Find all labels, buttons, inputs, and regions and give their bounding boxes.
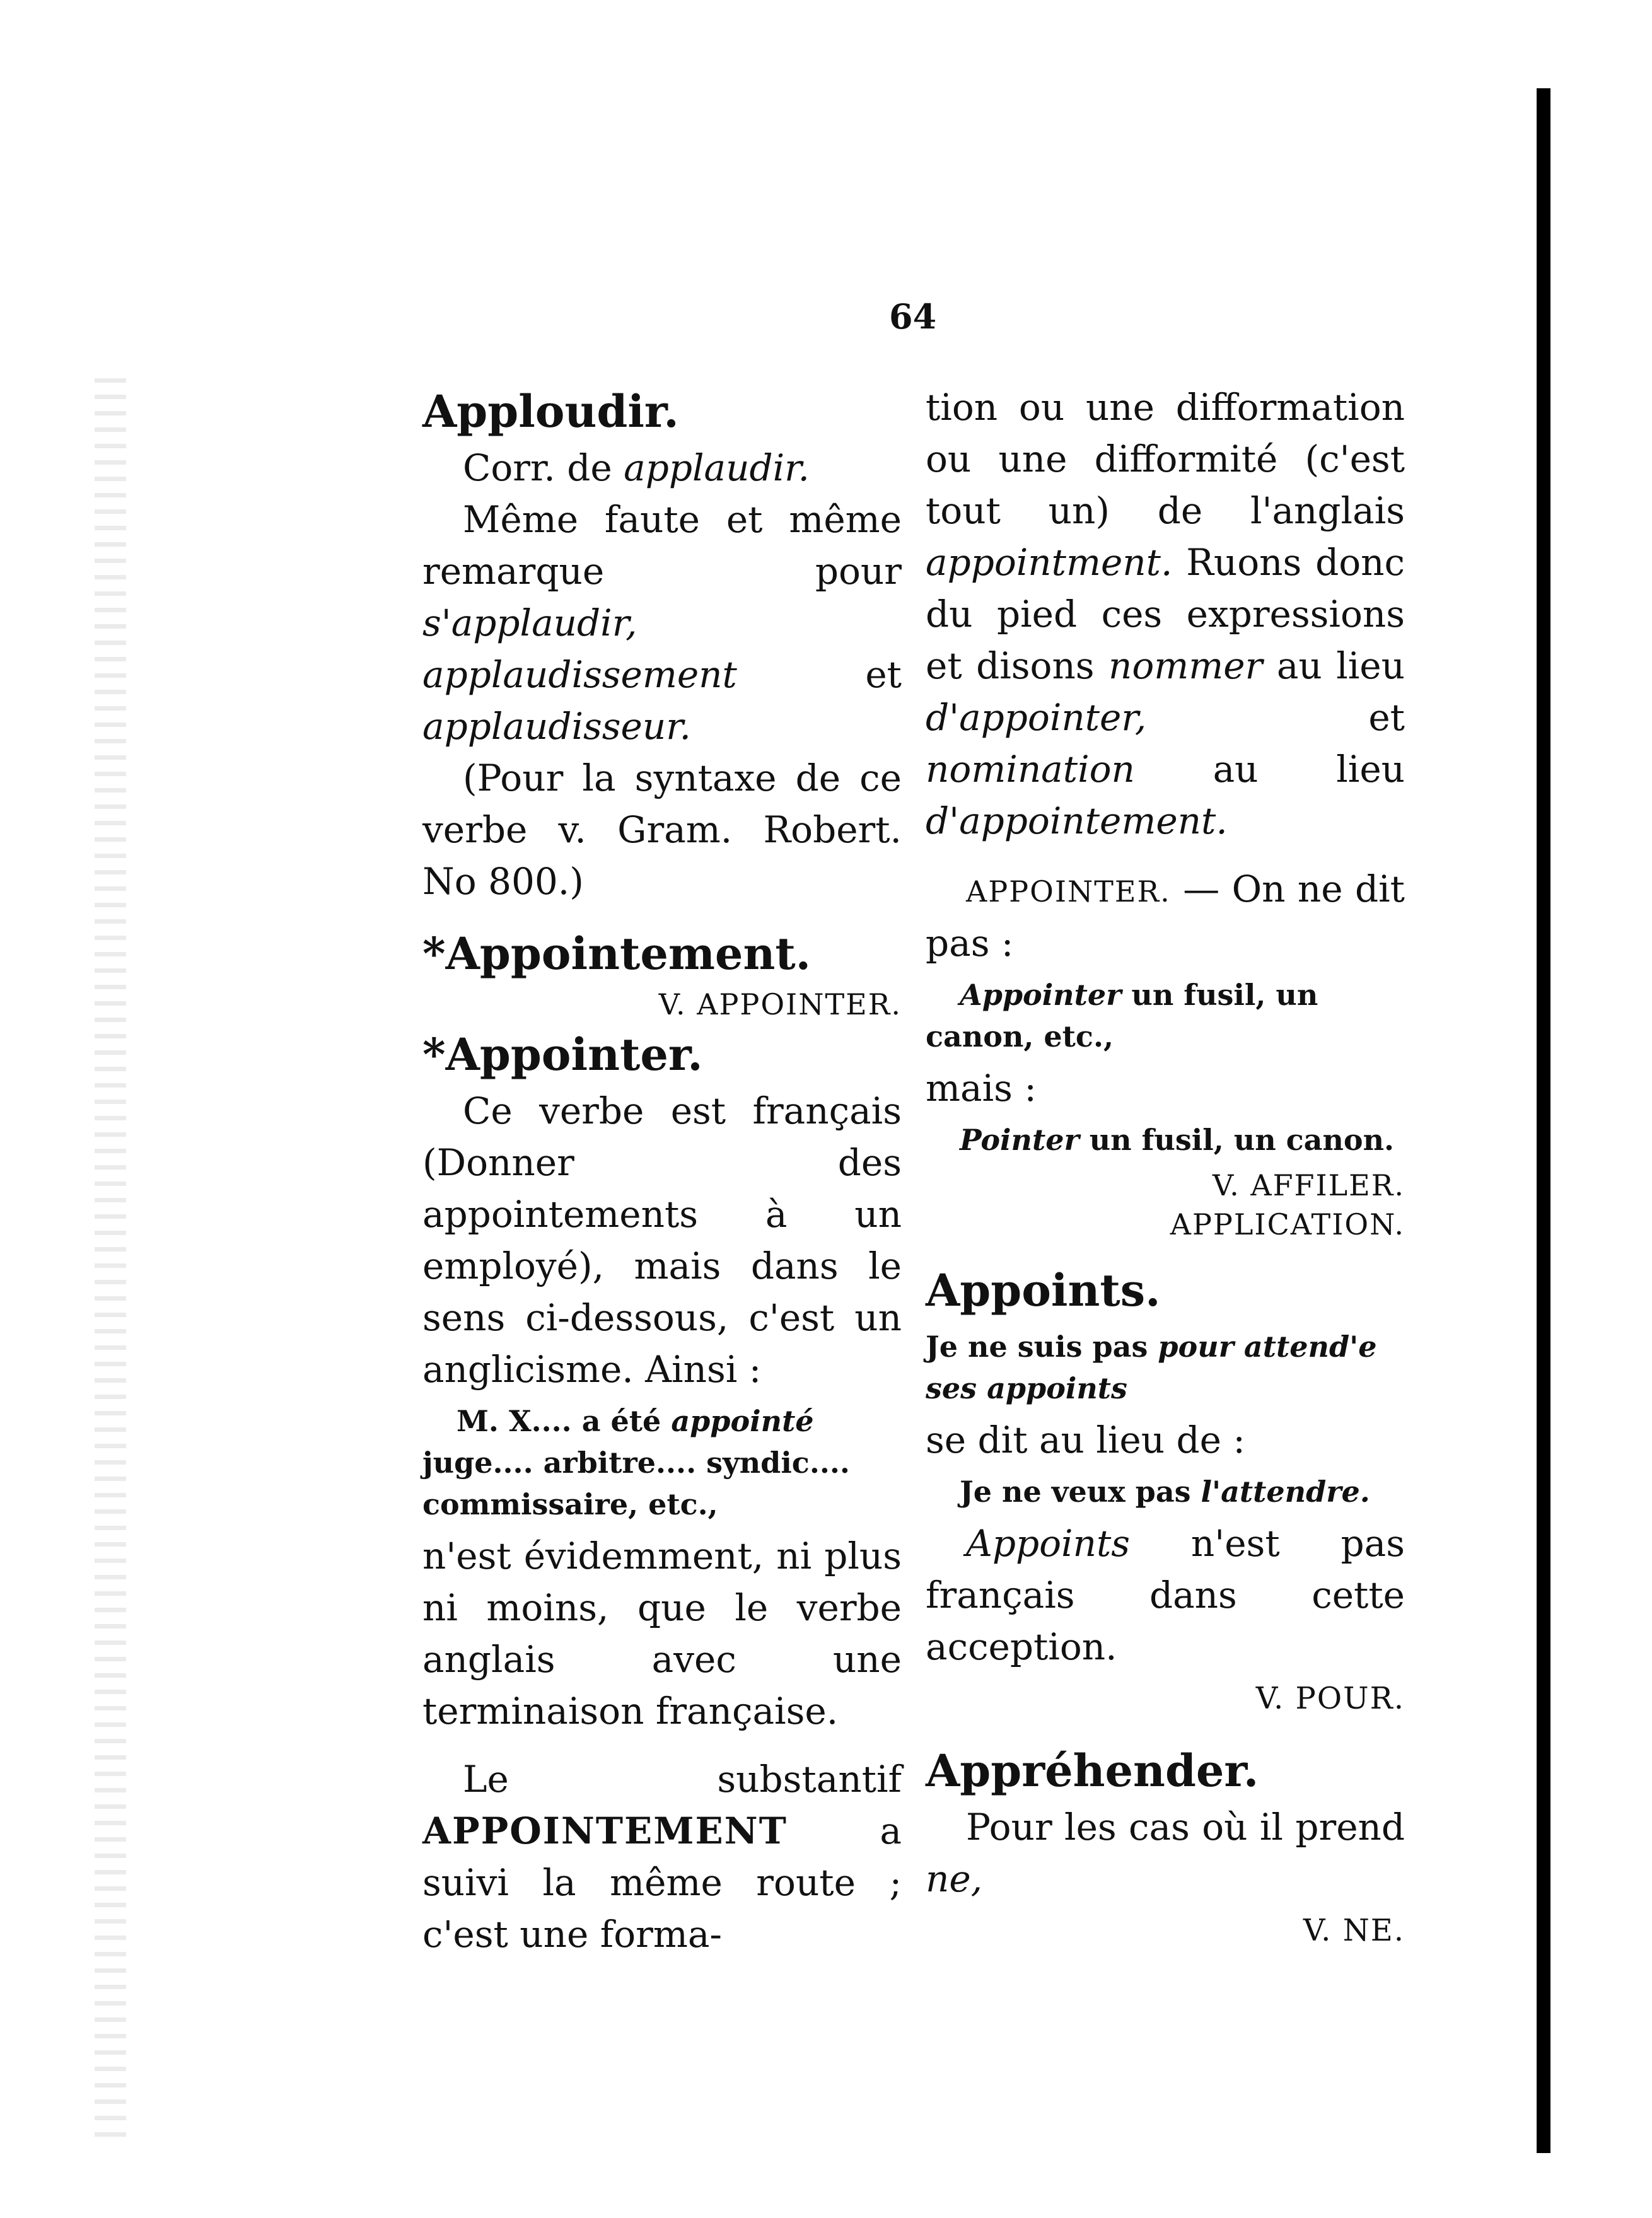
- paragraph: Pour les cas où il prend ne,: [926, 1806, 1405, 1900]
- paragraph: Corr. de applaudir.: [463, 446, 810, 489]
- paragraph: Le substantif APPOINTEMENT a suivi la même route ; c'est une forma-: [422, 1758, 902, 1956]
- example: Je ne suis pas pour attend'e ses appoints: [926, 1330, 1377, 1405]
- paragraph: n'est évidemment, ni plus ni moins, que le verbe anglais avec une terminaison française.: [422, 1535, 902, 1733]
- paragraph: APPOINTER. — On ne dit pas :: [926, 868, 1405, 965]
- left-column: [422, 381, 902, 1960]
- paragraph: se dit au lieu de :: [926, 1419, 1245, 1461]
- binding-shadow: [95, 378, 126, 2144]
- paragraph: Appoints n'est pas français dans cette acception.: [926, 1522, 1405, 1668]
- paragraph: mais :: [926, 1067, 1037, 1110]
- paragraph: (Pour la syntaxe de ce verbe v. Gram. Robert. No 800.): [422, 757, 902, 903]
- example: Appointer un fusil, un canon, etc.,: [926, 978, 1318, 1054]
- paragraph: Ce verbe est français (Donner des appointements à un employé), mais dans le sens ci-dessous, c'est un anglicisme. Ainsi :: [422, 1089, 902, 1391]
- entry-heading: *Appointer.: [422, 1028, 703, 1081]
- cross-reference: V. APPOINTER.: [658, 987, 902, 1021]
- cross-reference: V. AFFILER.: [1212, 1168, 1405, 1202]
- cross-reference: APPLICATION.: [1170, 1207, 1405, 1241]
- paragraph: tion ou une difformation ou une difformité (c'est tout un) de l'anglais appointment. Ruons donc du pied ces expressions et disons nommer au lieu d'appointer, et nomination au lieu d'appointement.: [926, 386, 1405, 842]
- entry-heading: Appoints.: [926, 1264, 1161, 1316]
- right-column: [926, 381, 1405, 1956]
- cross-reference: V. POUR.: [1255, 1681, 1405, 1716]
- entry-heading: Appréhender.: [926, 1745, 1259, 1797]
- cross-reference: V. NE.: [1303, 1913, 1405, 1948]
- entry-heading: Apploudir.: [422, 385, 679, 438]
- page-edge-bar: [1537, 88, 1550, 2153]
- paragraph: Même faute et même remarque pour s'applaudir, applaudissement et applaudisseur.: [422, 498, 902, 748]
- example: Je ne veux pas l'attendre.: [960, 1475, 1370, 1509]
- page-number: 64: [889, 296, 937, 337]
- entry-heading: *Appointement.: [422, 927, 811, 980]
- example: Pointer un fusil, un canon.: [960, 1123, 1395, 1157]
- example: M. X.... a été appointé juge.... arbitre.... syndic.... commissaire, etc.,: [422, 1404, 850, 1521]
